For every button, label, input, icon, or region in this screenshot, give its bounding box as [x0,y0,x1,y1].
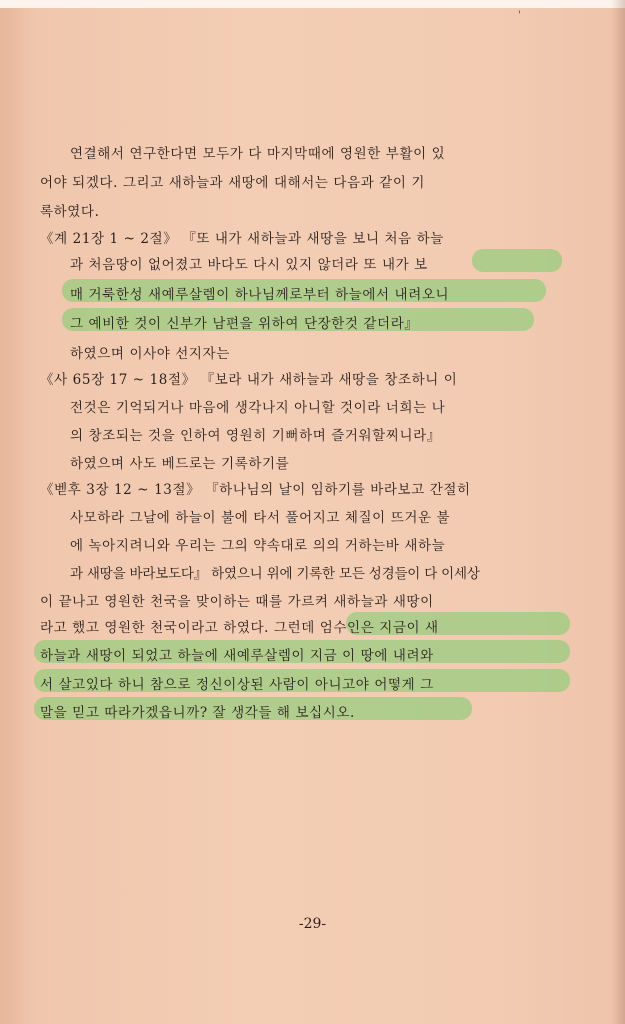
text-line: 그 예비한 것이 신부가 남편을 위하여 단장한것 같더라』 [70,316,419,332]
text-line: 과 새땅을 바라보도다』 하였으니 위에 기록한 모든 성경들이 다 이세상 [70,566,480,582]
text-line: 사모하라 그날에 하늘이 불에 타서 풀어지고 체질이 뜨거운 불 [70,510,451,526]
text-line: 하였으며 사도 베드로는 기록하기를 [70,456,290,472]
text-line: 연결해서 연구한다면 모두가 다 마지막때에 영원한 부활이 있 [70,146,446,162]
text-line: 하였으며 이사야 선지자는 [70,346,230,362]
highlight-1a [472,249,562,272]
page-number: -29- [298,916,327,932]
text-line: 라고 했고 영원한 천국이라고 하였다. 그런데 엄수인은 지금이 새 [40,620,439,636]
text-line: 말을 믿고 따라가겠읍니까? 잘 생각들 해 보십시오. [40,705,355,721]
text-line: 에 녹아지려니와 우리는 그의 약속대로 의의 거하는바 새하늘 [70,538,446,554]
scan-margin [0,0,625,8]
text-line: 서 살고있다 하니 참으로 정신이상된 사람이 아니고야 어떻게 그 [40,677,434,693]
page-edge-shadow [611,0,625,1024]
text-line: 《벧후 3장 12 ~ 13절》 『하나님의 날이 임하기를 바라보고 간절히 [40,482,471,498]
text-line: 의 창조되는 것을 인하여 영원히 기뻐하며 즐거워할찌니라』 [70,428,441,444]
stray-mark: ' [518,10,521,21]
text-line: 이 끝나고 영원한 천국을 맞이하는 때를 가르켜 새하늘과 새땅이 [40,594,434,610]
text-line: 록하였다. [40,204,100,220]
text-line: 전것은 기억되거나 마음에 생각나지 아니할 것이라 너희는 나 [70,400,446,416]
text-line: 과 처음땅이 없어졌고 바다도 다시 있지 않더라 또 내가 보 [70,257,428,273]
text-line: 어야 되겠다. 그리고 새하늘과 새땅에 대해서는 다음과 같이 기 [40,175,426,191]
text-line: 《사 65장 17 ~ 18절》 『보라 내가 새하늘과 새땅을 창조하니 이 [40,372,458,388]
text-line: 《계 21장 1 ~ 2절》 『또 내가 새하늘과 새땅을 보니 처음 하늘 [40,231,444,247]
text-line: 하늘과 새땅이 되었고 하늘에 새예루살렘이 지금 이 땅에 내려와 [40,648,434,664]
text-line: 매 거룩한성 새예루살렘이 하나님께로부터 하늘에서 내려오니 [70,287,450,303]
